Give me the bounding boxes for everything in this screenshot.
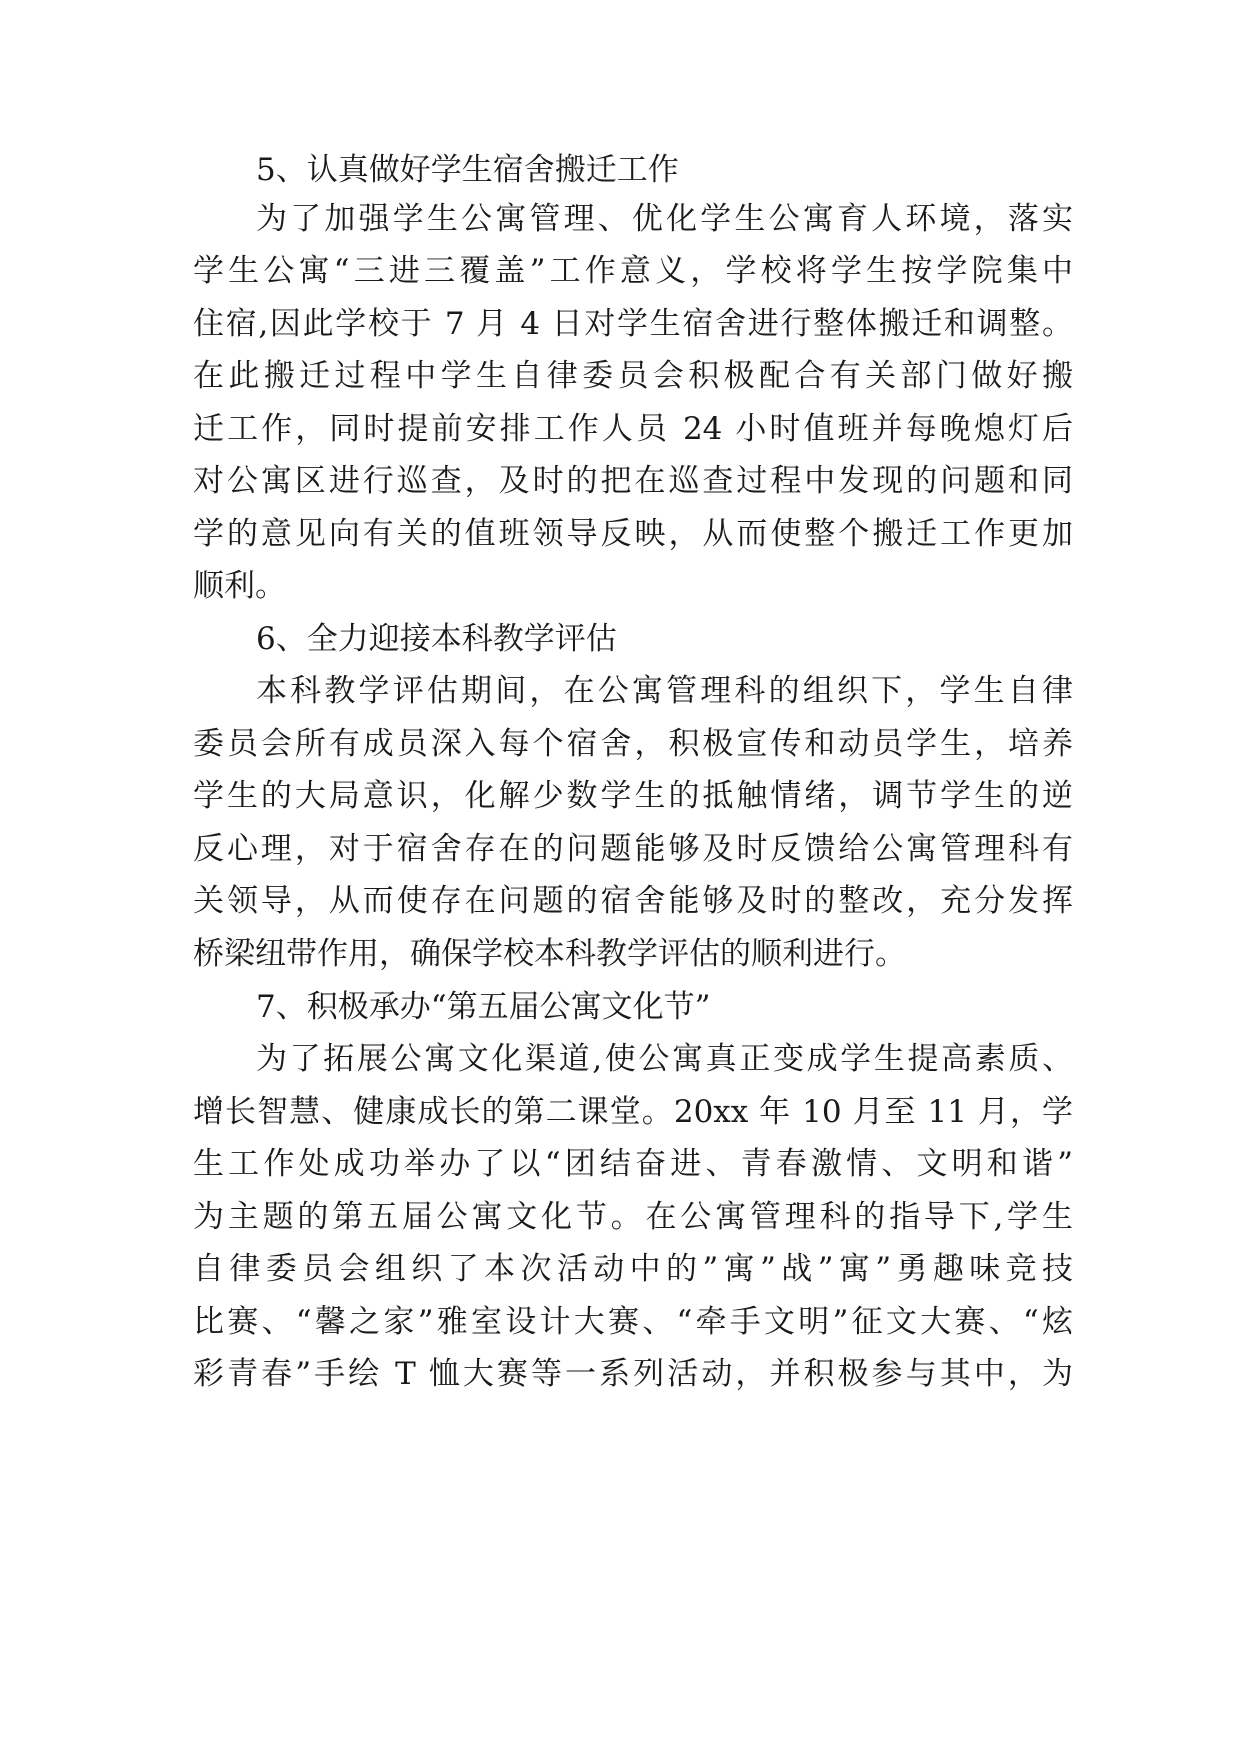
paragraph-line: 为了加强学生公寓管理、优化学生公寓育人环境，落实	[256, 201, 1073, 237]
paragraph-line: 增长智慧、健康成长的第二课堂。20xx 年 10 月至 11 月，学	[193, 1094, 1073, 1130]
paragraph-line: 住宿,因此学校于 7 月 4 日对学生宿舍进行整体搬迁和调整。	[193, 306, 1073, 342]
paragraph-line: 本科教学评估期间，在公寓管理科的组织下，学生自律	[256, 673, 1073, 709]
paragraph-line: 桥梁纽带作用，确保学校本科教学评估的顺利进行。	[193, 936, 906, 972]
paragraph-line: 为了拓展公寓文化渠道,使公寓真正变成学生提高素质、	[256, 1041, 1073, 1077]
paragraph-line: 迁工作，同时提前安排工作人员 24 小时值班并每晚熄灯后	[193, 411, 1073, 447]
paragraph-line: 反心理，对于宿舍存在的问题能够及时反馈给公寓管理科有	[193, 831, 1073, 867]
paragraph-line: 彩青春”手绘 T 恤大赛等一系列活动，并积极参与其中，为	[193, 1356, 1073, 1392]
paragraph-line: 学的意见向有关的值班领导反映，从而使整个搬迁工作更加	[193, 516, 1073, 552]
paragraph-line: 关领导，从而使存在问题的宿舍能够及时的整改，充分发挥	[193, 883, 1073, 919]
paragraph-line: 学生的大局意识，化解少数学生的抵触情绪，调节学生的逆	[193, 778, 1073, 814]
paragraph-line: 学生公寓“三进三覆盖”工作意义，学校将学生按学院集中	[193, 253, 1073, 289]
section-heading-7: 7、积极承办“第五届公寓文化节”	[256, 989, 711, 1025]
paragraph-line: 生工作处成功举办了以“团结奋进、青春激情、文明和谐”	[193, 1146, 1073, 1182]
paragraph-line: 在此搬迁过程中学生自律委员会积极配合有关部门做好搬	[193, 358, 1073, 394]
paragraph-line: 比赛、“馨之家”雅室设计大赛、“牵手文明”征文大赛、“炫	[193, 1304, 1073, 1340]
paragraph-line: 自律委员会组织了本次活动中的”寓”战”寓”勇趣味竞技	[193, 1251, 1073, 1287]
paragraph-line: 委员会所有成员深入每个宿舍，积极宣传和动员学生，培养	[193, 726, 1073, 762]
paragraph-line: 为主题的第五届公寓文化节。在公寓管理科的指导下,学生	[193, 1199, 1073, 1235]
paragraph-line: 对公寓区进行巡查，及时的把在巡查过程中发现的问题和同	[193, 463, 1073, 499]
paragraph-line: 顺利。	[193, 568, 286, 604]
section-heading-6: 6、全力迎接本科教学评估	[256, 621, 617, 657]
section-heading-5: 5、认真做好学生宿舍搬迁工作	[256, 152, 679, 188]
